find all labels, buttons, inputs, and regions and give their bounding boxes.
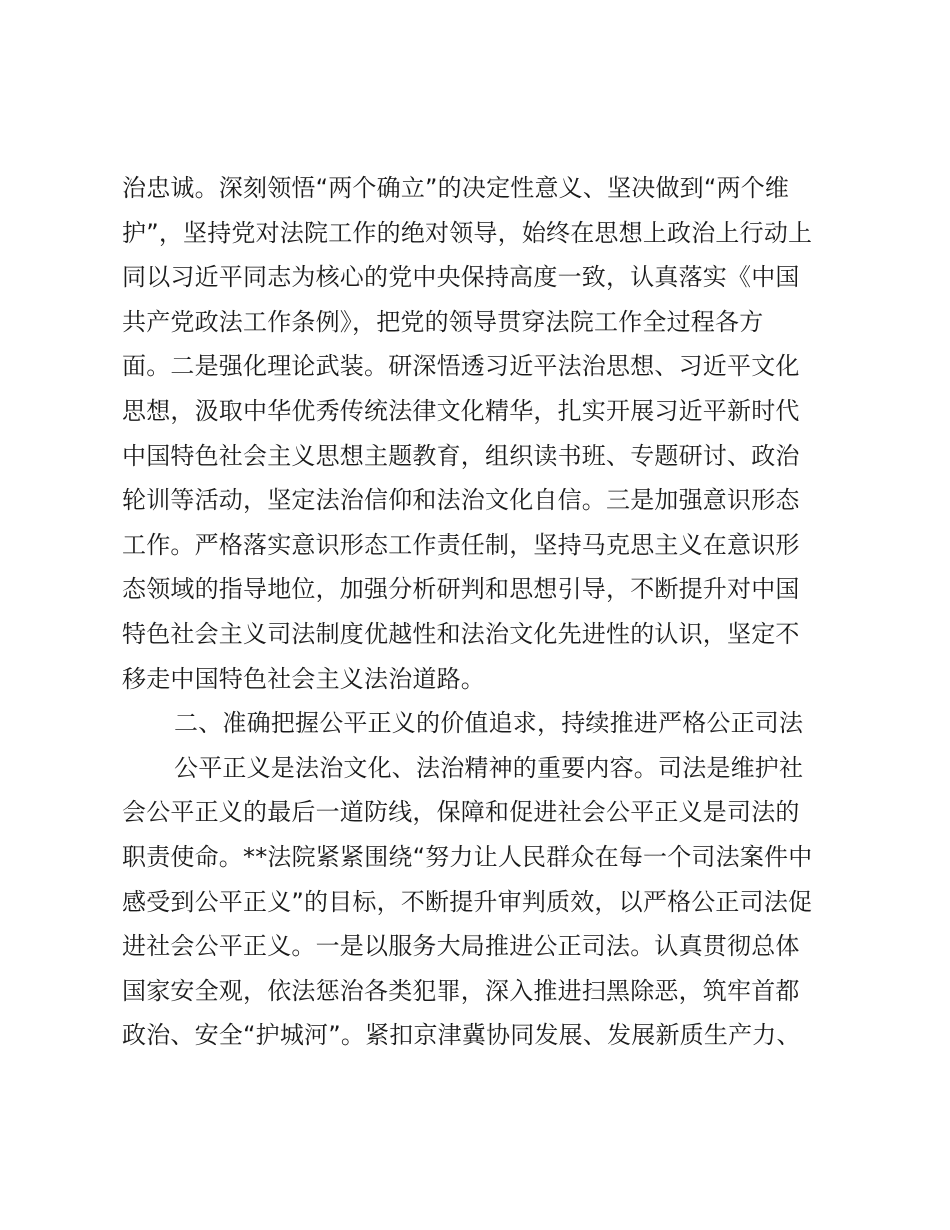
paragraph-line: 政治、安全“护城河”。紧扣京津冀协同发展、发展新质生产力、 — [122, 1021, 801, 1050]
body-text — [122, 166, 842, 1058]
paragraph-line: 感受到公平正义”的目标，不断提升审判质效，以严格公正司法促 — [122, 887, 813, 916]
paragraph-line: 思想，汲取中华优秀传统法律文化精华，扎实开展习近平新时代 — [122, 396, 800, 425]
paragraph-line: 态领域的指导地位，加强分析研判和思想引导，不断提升对中国 — [122, 575, 800, 604]
paragraph-line: 进社会公平正义。一是以服务大局推进公正司法。认真贯彻总体 — [122, 932, 800, 961]
paragraph-line: 工作。严格落实意识形态工作责任制，坚持马克思主义在意识形 — [122, 530, 800, 559]
paragraph-line: 共产党政法工作条例》，把党的领导贯穿法院工作全过程各方 — [122, 307, 764, 336]
paragraph-line: 护”，坚持党对法院工作的绝对领导，始终在思想上政治上行动上 — [122, 218, 813, 247]
paragraph-line: 同以习近平同志为核心的党中央保持高度一致，认真落实《中国 — [122, 263, 800, 292]
paragraph-line: 中国特色社会主义思想主题教育，组织读书班、专题研讨、政治 — [122, 441, 800, 470]
paragraph-line: 会公平正义的最后一道防线，保障和促进社会公平正义是司法的 — [122, 798, 800, 827]
paragraph-line: 国家安全观，依法惩治各类犯罪，深入推进扫黑除恶，筑牢首都 — [122, 976, 800, 1005]
paragraph-line: 职责使命。**法院紧紧围绕“努力让人民群众在每一个司法案件中 — [122, 842, 813, 871]
paragraph-line: 移走中国特色社会主义法治道路。 — [122, 664, 485, 693]
paragraph-line: 轮训等活动，坚定法治信仰和法治文化自信。三是加强意识形态 — [122, 486, 800, 515]
paragraph-line: 公平正义是法治文化、法治精神的重要内容。司法是维护社 — [174, 753, 804, 782]
section-heading: 二、准确把握公平正义的价值追求，持续推进严格公正司法 — [174, 709, 804, 738]
paragraph-line: 特色社会主义司法制度优越性和法治文化先进性的认识，坚定不 — [122, 619, 800, 648]
paragraph-line: 面。二是强化理论武装。研深悟透习近平法治思想、习近平文化 — [122, 352, 800, 381]
paragraph-line: 治忠诚。深刻领悟“两个确立”的决定性意义、坚决做到“两个维 — [122, 174, 790, 202]
